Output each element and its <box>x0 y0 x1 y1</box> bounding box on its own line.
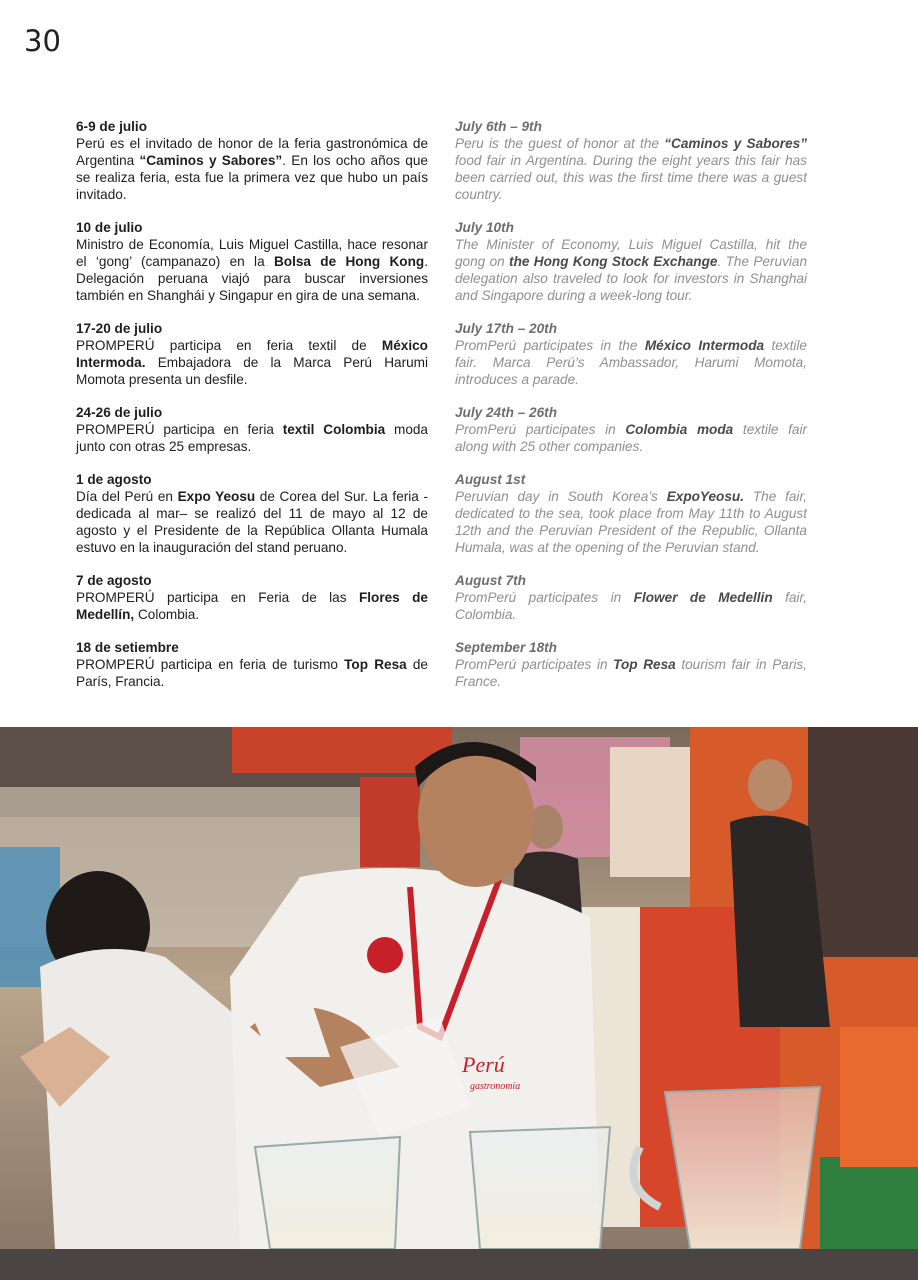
entry-text: PROMPERÚ participa en feria textil Colombia moda junto con otras 25 empresas. <box>76 422 428 454</box>
highlighted-name: Bolsa de Hong Kong <box>273 254 425 269</box>
highlighted-name: México Intermoda <box>644 338 765 353</box>
entry-text: PROMPERÚ participa en feria textil de México Intermoda. Embajadora de la Marca Perú Harumi Momota presenta un desfile. <box>76 338 428 387</box>
entry-text: PromPerú participates in Colombia moda textile fair along with 25 other companies. <box>455 422 808 454</box>
entry-date: September 18th <box>455 640 557 655</box>
apron-subtext: gastronomía <box>470 1081 521 1092</box>
highlighted-name: México Intermoda. <box>76 338 428 370</box>
badge <box>367 937 403 973</box>
blender-jug <box>665 1087 820 1249</box>
entry-date: July 6th – 9th <box>455 119 542 134</box>
highlighted-name: Top Resa <box>613 657 676 672</box>
timeline-entry-es <box>76 118 428 203</box>
entry-date: July 17th – 20th <box>455 321 557 336</box>
entry-date: July 24th – 26th <box>455 405 557 420</box>
highlighted-name: Top Resa <box>344 657 407 672</box>
entry-text: Peruvian day in South Korea’s ExpoYeosu. The fair, dedicated to the sea, took place from May 11th to August 12th and the Peruvian President of the Republic, Ollanta Humala, was at the opening of the Peruvian stand. <box>455 489 807 555</box>
timeline-entry-es <box>76 404 428 455</box>
spanish-column <box>76 118 428 706</box>
footer-band <box>0 1249 918 1280</box>
apron-text: Perú <box>462 1052 505 1077</box>
entry-text: PROMPERÚ participa en Feria de las Flores de Medellín, Colombia. <box>76 590 428 622</box>
highlighted-name: ExpoYeosu. <box>666 489 744 504</box>
entry-text: Perú es el invitado de honor de la feria gastronómica de Argentina “Caminos y Sabores”. En los ocho años que se realiza feria, esta fue la primera vez que hubo un país invitado. <box>76 136 428 202</box>
highlighted-name: Expo Yeosu <box>177 489 256 504</box>
timeline-entry-en <box>455 118 807 203</box>
entry-date: August 1st <box>455 472 526 487</box>
blender-jug <box>255 1137 400 1249</box>
highlighted-name: Colombia moda <box>625 422 734 437</box>
highlighted-name: the Hong Kong Stock Exchange <box>509 254 718 269</box>
timeline-entry-en <box>455 320 807 388</box>
highlighted-name: “Caminos y Sabores” <box>664 136 807 151</box>
timeline-entry-es <box>76 639 428 690</box>
entry-text: PROMPERÚ participa en feria de turismo Top Resa de París, Francia. <box>76 657 428 689</box>
page-number: 30 <box>24 24 61 58</box>
timeline-entry-en <box>455 404 807 455</box>
english-column <box>455 118 807 706</box>
highlighted-name: Flower de Medellin <box>633 590 773 605</box>
timeline-entry-en <box>455 639 807 690</box>
entry-text: The Minister of Economy, Luis Miguel Castilla, hit the gong on the Hong Kong Stock Exchange. The Peruvian delegation also traveled to look for investors in Shanghai and Singapore during a week-long tour. <box>455 237 808 303</box>
highlighted-name: Flores de Medellín, <box>76 590 428 622</box>
entry-text: PromPerú participates in the México Intermoda textile fair. Marca Perú’s Ambassador, Harumi Momota, introduces a parade. <box>455 338 807 387</box>
entry-date: 24-26 de julio <box>76 405 163 420</box>
entry-text: Día del Perú en Expo Yeosu de Corea del Sur. La feria -dedicada al mar– se realizó del 11 de mayo al 12 de agosto y el Presidente de la República Ollanta Humala estuvo en la inauguración del stand peruano. <box>76 489 428 555</box>
timeline-entry-es <box>76 219 428 304</box>
timeline-entry-es <box>76 471 428 556</box>
timeline-entry-es <box>76 572 428 623</box>
event-photo <box>0 727 918 1249</box>
timeline-entry-en <box>455 471 807 556</box>
entry-date: 6-9 de julio <box>76 119 148 134</box>
entry-date: 7 de agosto <box>76 573 152 588</box>
entry-date: 10 de julio <box>76 220 143 235</box>
entry-text: Ministro de Economía, Luis Miguel Castilla, hace resonar el ‘gong’ (campanazo) en la Bolsa de Hong Kong. Delegación peruana viajó para buscar inversiones también en Shanghái y Singapur en gira de una semana. <box>76 237 429 303</box>
entry-date: 18 de setiembre <box>76 640 179 655</box>
entry-date: August 7th <box>455 573 526 588</box>
entry-date: 1 de agosto <box>76 472 152 487</box>
blender-jug <box>470 1127 610 1249</box>
timeline-entry-en <box>455 219 807 304</box>
highlighted-name: textil Colombia <box>282 422 386 437</box>
entry-text: PromPerú participates in Top Resa tourism fair in Paris, France. <box>455 657 807 689</box>
entry-date: 17-20 de julio <box>76 321 163 336</box>
highlighted-name: “Caminos y Sabores” <box>139 153 283 168</box>
entry-text: Peru is the guest of honor at the “Caminos y Sabores” food fair in Argentina. During the eight years this fair has been carried out, this was the first time there was a guest country. <box>455 136 807 202</box>
timeline-entry-es <box>76 320 428 388</box>
entry-date: July 10th <box>455 220 514 235</box>
timeline-entry-en <box>455 572 807 623</box>
entry-text: PromPerú participates in Flower de Medellin fair, Colombia. <box>455 590 808 622</box>
